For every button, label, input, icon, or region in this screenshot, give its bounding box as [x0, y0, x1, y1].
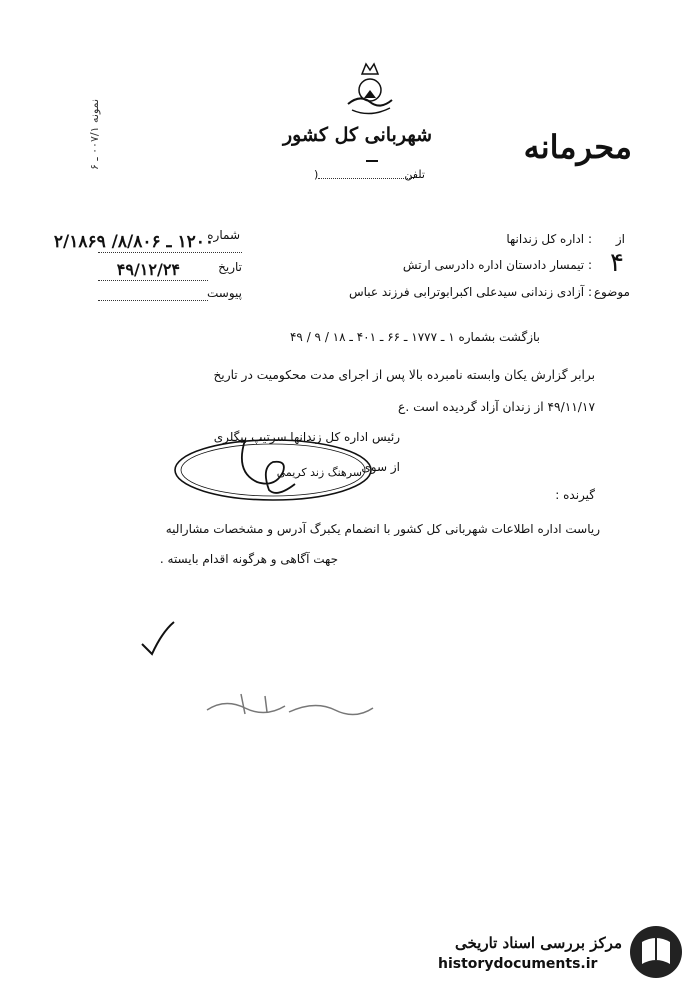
watermark-url: historydocuments.ir — [438, 956, 598, 972]
phone-paren: ) — [314, 168, 319, 181]
reference-line: بازگشت بشماره ۱ ـ ۱۷۷۷ ـ ۶۶ ـ ۴۰۱ ـ ۱۸ / ۹ / ۴۹ — [289, 330, 540, 344]
signatory-title: رئیس اداره کل زندانها سرتیپ بیگلری — [213, 430, 400, 444]
checkmark-icon — [138, 618, 178, 658]
form-code: نمونه ۰۰۷/۱ ـ ۶ — [88, 98, 101, 170]
phone-label: تلفن — [404, 168, 425, 181]
lion-and-sun-emblem-icon — [340, 58, 400, 120]
date-label: تاریخ — [218, 260, 242, 274]
organization-name: شهربانی کل کشور — [282, 124, 432, 146]
on-behalf-label: از سوی — [361, 460, 400, 474]
subject-label: موضوع — [593, 285, 630, 299]
number-label: شماره — [207, 228, 240, 242]
recipient-line-1: ریاست اداره اطلاعات شهربانی کل کشور با انضمام یکبرگ آدرس و مشخصات مشارالیه — [165, 522, 600, 536]
classification-stamp: محرمانه — [523, 128, 632, 166]
attachment-line — [98, 300, 208, 301]
initials-scribble-icon — [205, 690, 375, 726]
number-line — [98, 252, 242, 253]
date-value: ۴۹/۱۲/۲۴ — [116, 260, 180, 279]
separator — [366, 160, 378, 162]
recipient-line-2: جهت آگاهی و هرگونه اقدام بایسته . — [159, 552, 338, 566]
body-line-1: برابر گزارش یکان وابسته نامبرده بالا پس از اجرای مدت محکومیت در تاریخ — [213, 368, 595, 382]
date-line — [98, 280, 208, 281]
archive-logo-icon — [628, 924, 684, 980]
to-value: : تیمسار دادستان اداره دادرسی ارتش — [402, 258, 592, 272]
phone-field — [318, 178, 414, 179]
number-value: ۱۲۰۰ ـ ۸/۸۰۶/ ۲/۱۸۶۹ — [53, 232, 214, 252]
from-value: : اداره کل زندانها — [506, 232, 592, 246]
subject-value: : آزادی زندانی سیدعلی اکبرابوترابی فرزند عباس — [348, 285, 592, 299]
stamp-text: سرهنگ زند کریمی — [276, 466, 362, 479]
to-mark: ۴ — [610, 248, 624, 278]
from-label: از — [615, 232, 625, 246]
body-line-2: ۴۹/۱۱/۱۷ از زندان آزاد گردیده است .ع — [398, 400, 595, 414]
watermark-title: مرکز بررسی اسناد تاریخی — [454, 934, 622, 952]
recipients-label: گیرنده : — [555, 488, 595, 502]
attachment-label: پیوست — [207, 286, 242, 300]
